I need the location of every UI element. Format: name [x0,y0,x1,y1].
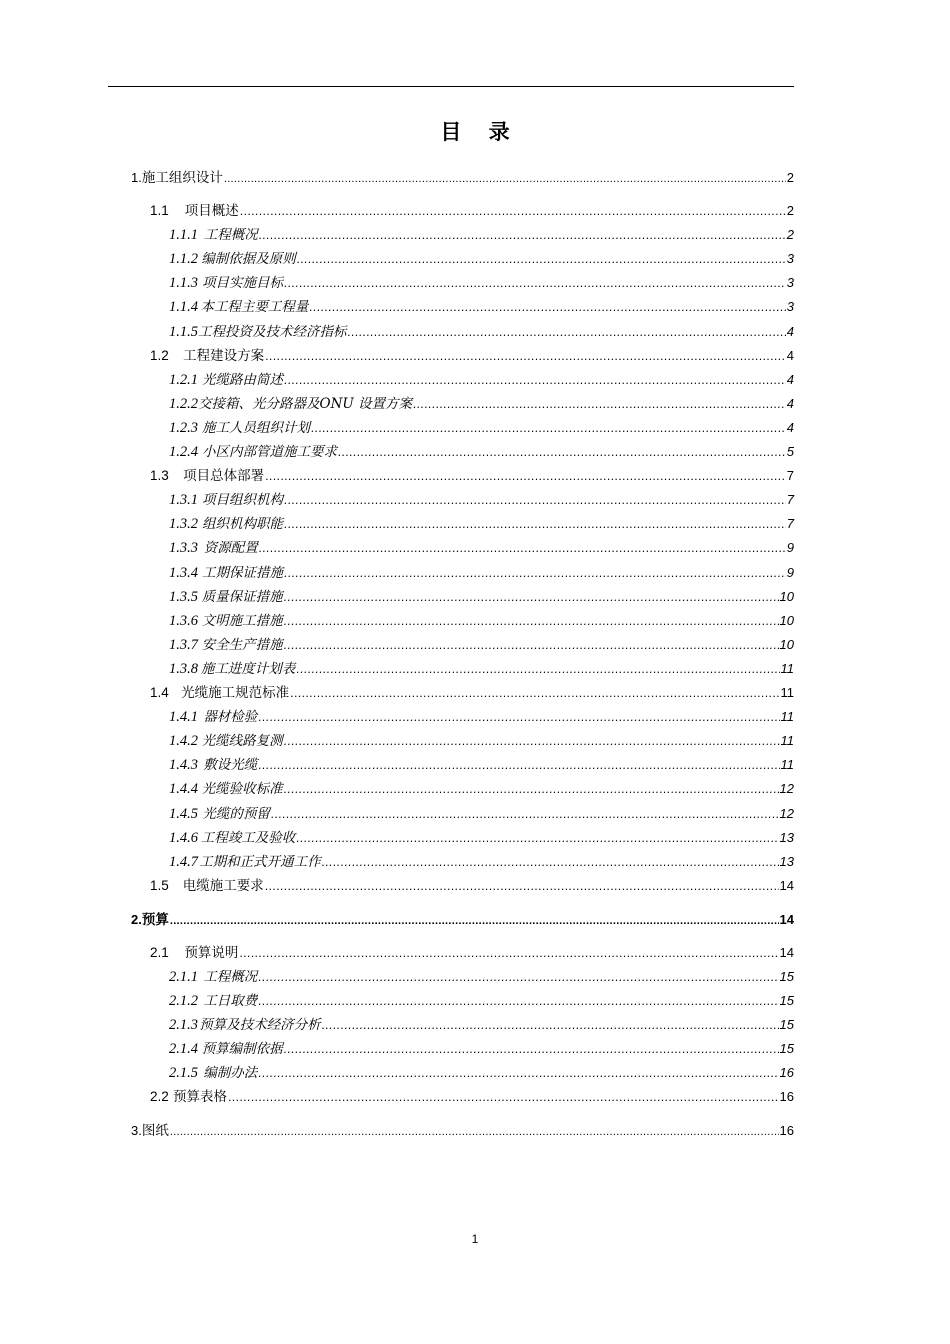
toc-entry[interactable] [150,466,794,486]
toc-dot-leader [284,274,786,294]
toc-entry-page: 12 [779,805,794,821]
toc-entry-page: 10 [779,636,794,652]
toc-entry-number: 1.1.1 [169,227,198,244]
toc-dot-leader [284,588,779,608]
toc-entry-page: 4 [786,347,794,363]
toc-entry-page: 15 [779,993,794,1008]
toc-dot-leader [284,612,779,632]
toc-dot-leader [265,347,786,367]
toc-entry[interactable] [169,852,794,872]
toc-entry-number: 1.3.5 [169,588,198,605]
toc-entry-title: 预算表格 [172,1089,227,1106]
toc-entry-page: 2 [786,203,794,218]
toc-dot-leader [284,636,779,656]
toc-entry-number: 1.2.1 [169,371,198,388]
toc-entry-number: 1.3.6 [169,612,198,629]
toc-entry[interactable] [169,490,794,510]
toc-entry-title: 预算编制依据 [201,1041,283,1058]
toc-entry-page: 16 [779,1065,794,1081]
toc-entry[interactable] [169,659,794,679]
toc-entry[interactable] [169,1015,794,1035]
toc-entry-number: 2.1.1 [169,968,198,985]
toc-entry-title: 编制办法 [203,1065,258,1082]
toc-entry[interactable] [131,1121,794,1141]
toc-entry-page: 5 [786,444,794,459]
toc-entry-page: 13 [779,829,794,845]
toc-entry-number: 3. [131,1123,142,1139]
toc-entry[interactable] [150,683,794,703]
toc-entry-number: 1.4.5 [169,805,198,822]
toc-entry[interactable] [169,394,794,414]
toc-dot-leader [258,708,779,728]
toc-entry-number: 1.3 [150,468,169,484]
toc-entry-page: 7 [786,516,794,532]
toc-entry[interactable] [169,563,794,583]
toc-dot-leader [338,443,786,463]
toc-dot-leader [348,323,786,343]
toc-entry-page: 11 [780,685,794,700]
toc-dot-leader [265,467,786,487]
toc-entry-page: 10 [779,588,794,604]
toc-entry-page: 2 [786,227,794,243]
toc-dot-leader [322,1016,779,1036]
toc-entry-page: 14 [779,911,794,927]
toc-entry[interactable] [169,297,794,317]
toc-dot-leader [413,395,786,415]
toc-entry-page: 11 [780,757,794,773]
toc-entry-page: 9 [786,564,794,580]
toc-entry[interactable] [169,418,794,438]
toc-entry-page: 4 [786,371,794,387]
toc-dot-leader [284,515,786,535]
toc-entry-page: 4 [786,419,794,435]
toc-entry-number: 1.3.2 [169,516,198,533]
toc-entry-number: 1.3.3 [169,540,198,557]
toc-entry[interactable] [169,1063,794,1083]
toc-dot-leader [284,564,786,584]
toc-entry-number: 1.4.6 [169,829,198,846]
toc-entry-number: 1.3.4 [169,564,198,581]
toc-entry-title: 敷设光缆 [203,757,258,774]
toc-entry[interactable] [169,828,794,848]
toc-entry-number: 1. [131,170,142,185]
toc-entry[interactable] [169,707,794,727]
toc-dot-leader [258,756,779,776]
toc-entry-page: 3 [786,251,794,267]
toc-entry-page: 3 [786,299,794,315]
toc-entry-number: 1.4.3 [169,757,198,774]
toc-entry-title: 工程竣工及验收 [200,829,296,846]
toc-entry-number: 1.4 [150,685,169,700]
toc-entry[interactable] [169,273,794,293]
toc-entry-title: 项目总体部署 [183,468,265,485]
toc-dot-leader [284,491,786,511]
toc-entry-number: 1.1.3 [169,275,198,292]
toc-entry-page: 11 [780,733,794,749]
toc-entry[interactable] [169,538,794,558]
toc-entry-title: 器材检验 [203,709,258,726]
toc-entry-page: 4 [786,323,794,339]
toc-dot-leader [240,202,786,222]
toc-entry[interactable] [169,225,794,245]
toc-entry-number: 1.1.2 [169,251,198,268]
toc-entry-page: 9 [786,540,794,556]
toc-entry-title: 文明施工措施 [201,612,283,629]
toc-entry-title: 光缆线路复测 [201,733,283,750]
toc-entry-title: 预算说明 [184,944,239,961]
toc-entry-page: 7 [786,468,794,484]
toc-entry[interactable] [169,611,794,631]
toc-entry-number: 2. [131,911,142,927]
toc-entry-title: 施工人员组织计划 [202,419,310,436]
toc-entry-title: 工程投资及技术经济指标 [198,323,347,340]
toc-entry-title: 工程概况 [203,968,258,985]
toc-entry[interactable] [169,635,794,655]
toc-entry[interactable] [169,755,794,775]
toc-dot-leader [284,780,779,800]
toc-entry-page: 12 [779,781,794,797]
toc-entry-number: 1.3.7 [169,636,198,653]
toc-title: 目 录 [440,119,520,144]
toc-dot-leader [228,1088,779,1108]
toc-dot-leader [322,853,779,873]
toc-entry[interactable] [169,991,794,1011]
toc-entry-title: 工日取费 [203,993,258,1009]
toc-dot-leader [259,226,786,246]
toc-entry-number: 1.1.4 [169,299,198,316]
toc-entry-title: 项目实施目标 [202,275,284,292]
toc-entry-title: 工程建设方案 [183,347,265,364]
toc-entry-number: 2.2 [150,1089,169,1105]
toc-entry-page: 15 [779,968,794,984]
toc-entry-title: 预算 [141,911,169,928]
toc-entry[interactable] [169,967,794,987]
toc-entry-title: 工期保证措施 [202,564,284,581]
toc-entry[interactable] [169,442,794,462]
toc-entry-page: 4 [786,395,794,411]
toc-entry-number: 1.2.4 [169,444,198,460]
toc-entry-page: 10 [779,612,794,628]
toc-entry[interactable] [150,943,794,963]
toc-entry-number: 1.1 [150,203,169,218]
toc-entry[interactable] [169,779,794,799]
toc-entry-title: 工期和正式开通工作 [199,853,321,870]
toc-dot-leader [296,829,778,849]
toc-entry-title: 光缆施工规范标准 [181,685,290,701]
toc-dot-leader [297,250,786,270]
toc-dot-leader [290,684,779,704]
toc-entry[interactable] [150,1087,794,1107]
toc-entry[interactable] [169,249,794,269]
toc-entry-page: 14 [779,877,794,893]
toc-entry[interactable] [169,370,794,390]
toc-entry-page: 16 [779,1123,794,1139]
toc-entry-title: 光缆验收标准 [201,781,283,798]
toc-entry-number: 2.1.4 [169,1041,198,1058]
toc-entry[interactable] [131,168,794,188]
toc-dot-leader [170,911,779,931]
toc-dot-leader [271,805,779,825]
toc-entry[interactable] [169,587,794,607]
toc-entry-page: 16 [779,1089,794,1105]
toc-entry-number: 1.4.2 [169,733,198,750]
toc-dot-leader [296,660,779,680]
toc-entry[interactable] [169,804,794,824]
toc-dot-leader [224,169,786,189]
toc-entry-number: 2.1 [150,944,169,960]
toc-entry-page: 15 [779,1017,794,1033]
toc-entry-number: 1.3.1 [169,492,198,509]
toc-entry-number: 1.2.3 [169,419,198,436]
toc-dot-leader [239,944,778,964]
toc-entry-page: 2 [786,170,794,185]
toc-entry-title: 项目概述 [184,203,239,219]
toc-entry[interactable] [169,1039,794,1059]
toc-entry-number: 2.1.5 [169,1065,198,1082]
toc-entry-number: 1.5 [150,877,169,893]
toc-entry-title: 施工进度计划表 [200,660,296,677]
toc-entry-number: 1.2 [150,347,169,363]
toc-entry-title: 预算及技术经济分析 [199,1017,321,1034]
toc-entry-title: 施工组织设计 [141,170,223,186]
toc-entry[interactable] [169,322,794,342]
toc-entry-page: 3 [786,275,794,291]
toc-dot-leader [265,877,779,897]
toc-dot-leader [258,968,778,988]
toc-entry-number: 1.4.7 [169,853,198,870]
toc-entry-title: 资源配置 [203,540,258,557]
toc-entry-title: 本工程主要工程量 [200,299,309,316]
toc-dot-leader [284,371,786,391]
toc-entry-number: 1.3.8 [169,660,198,677]
toc-entry-number: 1.4.4 [169,781,198,798]
toc-dot-leader [259,539,786,559]
page-number: 1 [471,1232,479,1246]
toc-entry-number: 2.1.2 [169,993,198,1009]
toc-entry-page: 15 [779,1041,794,1057]
toc-entry-title: 编制依据及原则 [201,251,296,268]
toc-entry-title: 组织机构职能 [202,516,284,533]
toc-entry-title: 安全生产措施 [201,636,283,653]
toc-entry-title: 交接箱、光分路器及ONU 设置方案 [198,395,413,412]
toc-entry[interactable] [169,731,794,751]
toc-entry-title: 工程概况 [203,227,258,244]
toc-entry-page: 7 [786,492,794,508]
toc-entry-page: 11 [780,660,794,676]
toc-entry-title: 项目组织机构 [202,492,284,509]
toc-entry[interactable] [150,346,794,366]
toc-dot-leader [258,992,778,1012]
toc-entry[interactable] [131,910,794,930]
toc-entry-title: 光缆的预留 [202,805,270,822]
toc-entry-title: 质量保证措施 [201,588,283,605]
toc-entry[interactable] [169,514,794,534]
toc-entry[interactable] [150,876,794,896]
toc-dot-leader [170,1122,779,1142]
toc-entry-title: 电缆施工要求 [182,877,264,894]
toc-dot-leader [258,1064,778,1084]
toc-dot-leader [309,298,785,318]
toc-entry-title: 图纸 [141,1123,169,1140]
toc-entry-title: 光缆路由简述 [202,371,284,388]
toc-entry[interactable] [150,201,794,221]
toc-entry-page: 13 [779,853,794,869]
toc-entry-number: 1.4.1 [169,709,198,726]
toc-entry-number: 1.2.2 [169,395,198,412]
toc-entry-page: 11 [780,709,794,725]
toc-dot-leader [284,1040,779,1060]
toc-entry-page: 14 [779,944,794,960]
toc-dot-leader [311,419,786,439]
toc-entry-number: 1.1.5 [169,323,198,340]
toc-dot-leader [284,732,780,752]
toc-entry-title: 小区内部管道施工要求 [202,444,337,460]
toc-entry-number: 2.1.3 [169,1017,198,1034]
